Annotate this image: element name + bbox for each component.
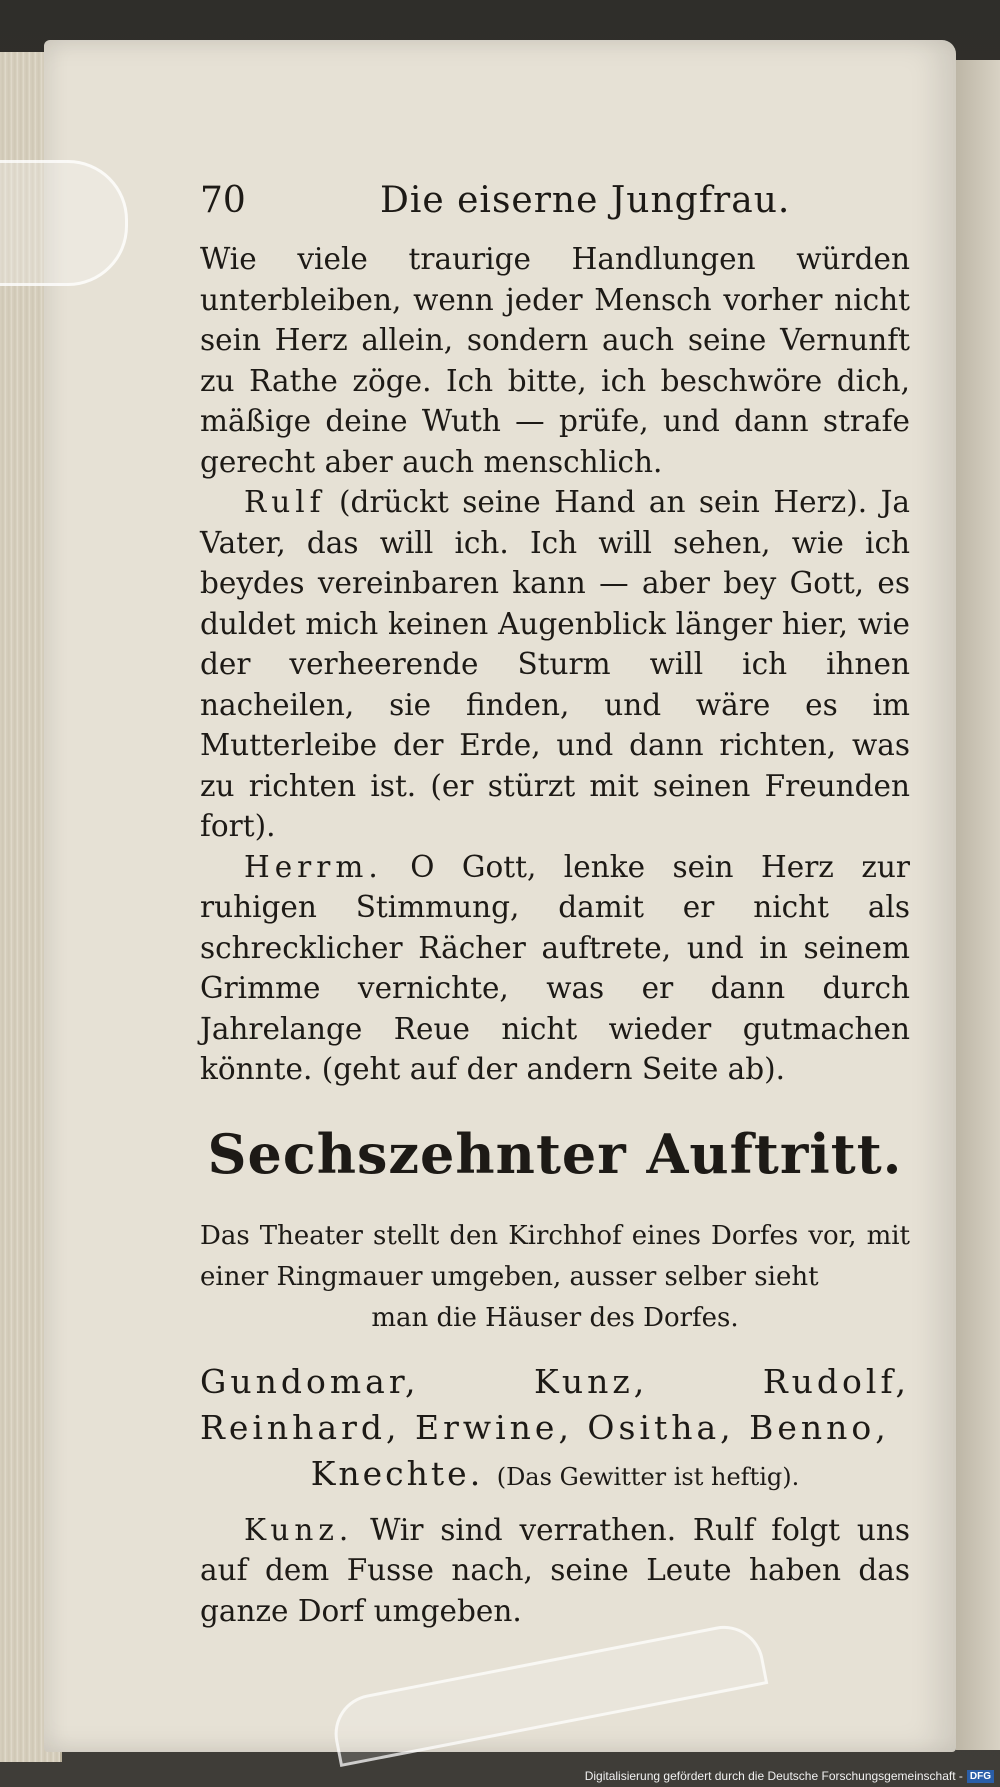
stage-direction-main: Das Theater stellt den Kirchhof eines Dorfes vor, mit einer Ringmauer umgeben, ausser selber sieht [200,1220,910,1292]
page-text [200,180,910,1631]
cast-last-line [200,1451,910,1500]
scene-heading: Sechszehnter Auftritt. [207,1121,903,1186]
page-clip [0,160,128,286]
speaker-rulf: Rulf [244,485,326,519]
paragraph-1 [200,239,910,482]
running-title: Die eiserne Jungfrau. [380,180,791,221]
stage-direction-last: man die Häuser des Dorfes. [371,1302,739,1333]
page-header [200,180,910,221]
footer-credit [585,1769,994,1783]
page-number: 70 [200,180,246,221]
paragraph-4-text: Wir sind verrathen. Rulf folgt uns auf dem Fusse nach, seine Leute haben das ganze Dorf umgeben. [200,1512,910,1628]
stage-direction [200,1216,910,1339]
speaker-kunz: Kunz. [244,1512,354,1547]
dfg-logo-icon: DFG [967,1770,994,1783]
paragraph-3 [200,847,910,1090]
paragraph-4 [200,1510,910,1632]
paragraph-1-text: Wie viele traurige Handlungen würden unterbleiben, wenn jeder Mensch vorher nicht sein Herz allein, sondern auch seine Vernunft zu Rathe zöge. Ich bitte, ich beschwöre dich, mäßige deine Wuth — prüfe, und dann strafe gerecht aber auch menschlich. [200,242,910,479]
cast-last: Knechte. [310,1453,484,1493]
paragraph-2 [200,482,910,847]
cast-main: Gundomar, Kunz, Rudolf, Reinhard, Erwine, Ositha, Benno, [200,1361,910,1447]
paragraph-3-text: O Gott, lenke sein Herz zur ruhigen Stimmung, damit er nicht als schrecklicher Rächer auftrete, und in seinem Grimme vernichte, was er dann durch Jahrelange Reue nicht wieder gutmachen könnte. (geht auf der andern Seite ab). [200,849,910,1086]
facing-page-edge [954,60,1000,1750]
cast-list [200,1359,910,1500]
paragraph-2-text: (drückt seine Hand an sein Herz). Ja Vater, das will ich. Ich will sehen, wie ich beydes vereinbaren kann — aber bey Gott, es duldet mich keinen Augenblick länger hier, wie der verheerende Sturm will ich ihnen nacheilen, sie finden, und wäre es im Mutterleibe der Erde, und dann richten, was zu richten ist. (er stürzt mit seinen Freunden fort). [200,485,910,843]
cast-note: (Das Gewitter ist heftig). [496,1462,800,1491]
footer-credit-text: Digitalisierung gefördert durch die Deutsche Forschungsgemeinschaft - [584,1769,963,1783]
speaker-herrm: Herrm. [244,849,383,884]
